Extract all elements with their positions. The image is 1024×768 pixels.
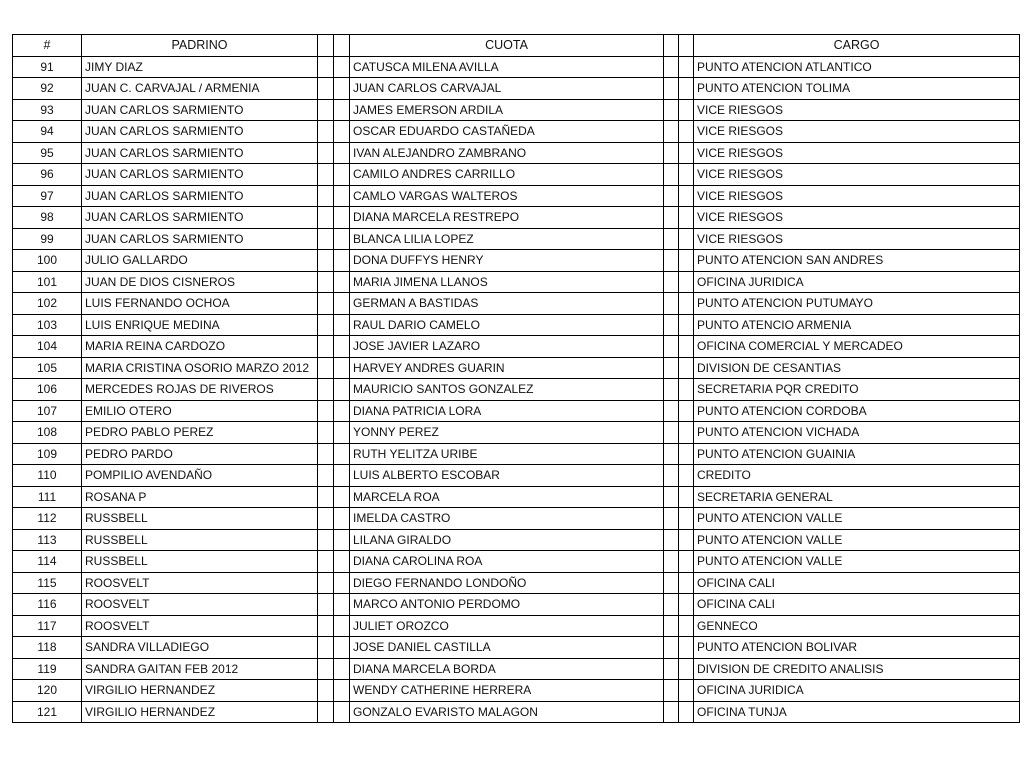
cell-blank: [318, 121, 334, 143]
cell-blank: [664, 336, 679, 358]
cell-padrino: EMILIO OTERO: [82, 400, 318, 422]
cell-cuota: JULIET OROZCO: [350, 615, 664, 637]
cell-cargo: DIVISION DE CESANTIAS: [694, 357, 1020, 379]
cell-blank: [334, 293, 350, 315]
cell-blank: [318, 99, 334, 121]
cell-num: 96: [13, 164, 82, 186]
cell-blank: [679, 142, 694, 164]
cell-padrino: JIMY DIAZ: [82, 56, 318, 78]
cell-num: 109: [13, 443, 82, 465]
cell-blank: [664, 594, 679, 616]
cell-num: 105: [13, 357, 82, 379]
cell-cargo: PUNTO ATENCION PUTUMAYO: [694, 293, 1020, 315]
cell-cuota: IVAN ALEJANDRO ZAMBRANO: [350, 142, 664, 164]
cell-cargo: VICE RIESGOS: [694, 228, 1020, 250]
cell-blank: [679, 658, 694, 680]
cell-blank: [679, 422, 694, 444]
table-row: [13, 228, 1020, 250]
cell-blank: [664, 207, 679, 229]
cell-blank: [318, 701, 334, 723]
cell-blank: [664, 637, 679, 659]
cell-cuota: CAMILO ANDRES CARRILLO: [350, 164, 664, 186]
cell-blank: [679, 336, 694, 358]
cell-blank: [679, 701, 694, 723]
cell-blank: [664, 164, 679, 186]
cell-blank: [334, 314, 350, 336]
cell-blank: [318, 465, 334, 487]
cell-blank: [679, 680, 694, 702]
cell-num: 93: [13, 99, 82, 121]
cell-blank: [679, 314, 694, 336]
table-row: [13, 164, 1020, 186]
cell-num: 108: [13, 422, 82, 444]
table-row: [13, 357, 1020, 379]
cell-cargo: CREDITO: [694, 465, 1020, 487]
cell-blank: [664, 680, 679, 702]
cell-cargo: VICE RIESGOS: [694, 121, 1020, 143]
table-row: [13, 658, 1020, 680]
cell-blank: [679, 185, 694, 207]
cell-cuota: DIANA MARCELA RESTREPO: [350, 207, 664, 229]
cell-blank: [664, 615, 679, 637]
cell-num: 99: [13, 228, 82, 250]
cell-cuota: DIEGO FERNANDO LONDOÑO: [350, 572, 664, 594]
cell-blank: [664, 357, 679, 379]
cell-blank: [334, 486, 350, 508]
header-cargo: CARGO: [694, 35, 1020, 57]
cell-num: 91: [13, 56, 82, 78]
cell-cargo: PUNTO ATENCION VALLE: [694, 551, 1020, 573]
table-row: [13, 271, 1020, 293]
cell-blank: [334, 164, 350, 186]
cell-blank: [334, 250, 350, 272]
cell-padrino: PEDRO PABLO PEREZ: [82, 422, 318, 444]
table-row: [13, 529, 1020, 551]
table-row: [13, 486, 1020, 508]
table-row: [13, 551, 1020, 573]
cell-cuota: DONA DUFFYS HENRY: [350, 250, 664, 272]
cell-blank: [334, 357, 350, 379]
cell-cuota: CAMLO VARGAS WALTEROS: [350, 185, 664, 207]
cell-blank: [334, 379, 350, 401]
cell-cargo: GENNECO: [694, 615, 1020, 637]
header-blank: [318, 35, 334, 57]
cell-blank: [318, 185, 334, 207]
cell-cargo: PUNTO ATENCION VALLE: [694, 529, 1020, 551]
cell-padrino: ROSANA P: [82, 486, 318, 508]
cell-blank: [664, 250, 679, 272]
cell-num: 106: [13, 379, 82, 401]
cell-blank: [334, 99, 350, 121]
cell-blank: [679, 551, 694, 573]
table-row: [13, 56, 1020, 78]
cell-blank: [679, 250, 694, 272]
cell-blank: [318, 314, 334, 336]
cell-cargo: PUNTO ATENCION BOLIVAR: [694, 637, 1020, 659]
cell-blank: [664, 529, 679, 551]
table-row: [13, 400, 1020, 422]
cell-blank: [679, 572, 694, 594]
cell-blank: [334, 228, 350, 250]
cell-blank: [679, 121, 694, 143]
cell-blank: [664, 508, 679, 530]
cell-blank: [664, 228, 679, 250]
table-row: [13, 443, 1020, 465]
cell-blank: [679, 465, 694, 487]
cell-padrino: JUAN CARLOS SARMIENTO: [82, 99, 318, 121]
cell-blank: [664, 443, 679, 465]
table-row: [13, 615, 1020, 637]
cell-blank: [334, 78, 350, 100]
cell-num: 98: [13, 207, 82, 229]
cell-blank: [679, 400, 694, 422]
cell-blank: [334, 594, 350, 616]
cell-blank: [664, 572, 679, 594]
cell-cuota: OSCAR EDUARDO CASTAÑEDA: [350, 121, 664, 143]
table-row: [13, 336, 1020, 358]
cell-cargo: OFICINA CALI: [694, 572, 1020, 594]
cell-cargo: VICE RIESGOS: [694, 164, 1020, 186]
cell-padrino: VIRGILIO HERNANDEZ: [82, 680, 318, 702]
cell-blank: [334, 508, 350, 530]
cell-padrino: JUAN CARLOS SARMIENTO: [82, 228, 318, 250]
cell-blank: [679, 529, 694, 551]
cell-blank: [318, 615, 334, 637]
cell-blank: [334, 443, 350, 465]
cell-blank: [334, 658, 350, 680]
cell-blank: [334, 701, 350, 723]
cell-num: 101: [13, 271, 82, 293]
cell-cargo: PUNTO ATENCION TOLIMA: [694, 78, 1020, 100]
cell-cuota: RAUL DARIO CAMELO: [350, 314, 664, 336]
table-row: [13, 250, 1020, 272]
cell-blank: [679, 486, 694, 508]
cell-blank: [334, 56, 350, 78]
cell-cuota: JUAN CARLOS CARVAJAL: [350, 78, 664, 100]
cell-cuota: LILANA GIRALDO: [350, 529, 664, 551]
cell-padrino: SANDRA VILLADIEGO: [82, 637, 318, 659]
cell-blank: [318, 594, 334, 616]
cell-blank: [318, 164, 334, 186]
cell-cargo: OFICINA TUNJA: [694, 701, 1020, 723]
cell-cargo: PUNTO ATENCION GUAINIA: [694, 443, 1020, 465]
cell-blank: [318, 142, 334, 164]
cell-num: 97: [13, 185, 82, 207]
cell-blank: [679, 594, 694, 616]
cell-cargo: OFICINA JURIDICA: [694, 271, 1020, 293]
cell-num: 111: [13, 486, 82, 508]
cell-blank: [679, 637, 694, 659]
cell-blank: [664, 551, 679, 573]
cell-num: 104: [13, 336, 82, 358]
cell-padrino: LUIS FERNANDO OCHOA: [82, 293, 318, 315]
table-row: [13, 680, 1020, 702]
cell-cargo: PUNTO ATENCION VALLE: [694, 508, 1020, 530]
cell-blank: [664, 78, 679, 100]
cell-blank: [664, 99, 679, 121]
cell-cuota: HARVEY ANDRES GUARIN: [350, 357, 664, 379]
cell-blank: [318, 637, 334, 659]
cell-cargo: SECRETARIA PQR CREDITO: [694, 379, 1020, 401]
cell-blank: [334, 615, 350, 637]
cell-blank: [318, 508, 334, 530]
cell-blank: [334, 142, 350, 164]
cell-blank: [679, 508, 694, 530]
cell-cuota: WENDY CATHERINE HERRERA: [350, 680, 664, 702]
cell-padrino: VIRGILIO HERNANDEZ: [82, 701, 318, 723]
cell-cargo: OFICINA JURIDICA: [694, 680, 1020, 702]
cell-blank: [679, 56, 694, 78]
table-row: [13, 422, 1020, 444]
cell-blank: [664, 293, 679, 315]
table-row: [13, 637, 1020, 659]
cell-padrino: PEDRO PARDO: [82, 443, 318, 465]
cell-padrino: ROOSVELT: [82, 594, 318, 616]
cell-padrino: SANDRA GAITAN FEB 2012: [82, 658, 318, 680]
cell-cuota: YONNY PEREZ: [350, 422, 664, 444]
cell-blank: [318, 336, 334, 358]
cell-padrino: JUAN CARLOS SARMIENTO: [82, 142, 318, 164]
header-num: #: [13, 35, 82, 57]
header-blank: [664, 35, 679, 57]
cell-num: 95: [13, 142, 82, 164]
cell-blank: [318, 271, 334, 293]
cell-cuota: JOSE DANIEL CASTILLA: [350, 637, 664, 659]
cell-padrino: JUAN CARLOS SARMIENTO: [82, 207, 318, 229]
table-row: [13, 701, 1020, 723]
cell-padrino: RUSSBELL: [82, 508, 318, 530]
cell-num: 119: [13, 658, 82, 680]
cell-padrino: JUAN CARLOS SARMIENTO: [82, 121, 318, 143]
cell-num: 121: [13, 701, 82, 723]
cell-cargo: PUNTO ATENCION ATLANTICO: [694, 56, 1020, 78]
cell-blank: [334, 551, 350, 573]
cell-blank: [664, 400, 679, 422]
cell-blank: [318, 422, 334, 444]
cell-blank: [679, 99, 694, 121]
cell-blank: [679, 293, 694, 315]
cell-cuota: MAURICIO SANTOS GONZALEZ: [350, 379, 664, 401]
cell-cuota: GONZALO EVARISTO MALAGON: [350, 701, 664, 723]
cell-blank: [318, 680, 334, 702]
cell-blank: [318, 486, 334, 508]
table-row: [13, 379, 1020, 401]
cell-cuota: GERMAN A BASTIDAS: [350, 293, 664, 315]
cell-padrino: POMPILIO AVENDAÑO: [82, 465, 318, 487]
table-row: [13, 121, 1020, 143]
cell-cuota: DIANA CAROLINA ROA: [350, 551, 664, 573]
cell-blank: [318, 357, 334, 379]
cell-cargo: VICE RIESGOS: [694, 99, 1020, 121]
cell-num: 94: [13, 121, 82, 143]
header-padrino: PADRINO: [82, 35, 318, 57]
cell-padrino: ROOSVELT: [82, 615, 318, 637]
table-row: [13, 99, 1020, 121]
table-row: [13, 185, 1020, 207]
cell-blank: [679, 228, 694, 250]
cell-num: 107: [13, 400, 82, 422]
cell-blank: [679, 78, 694, 100]
cell-cargo: PUNTO ATENCION CORDOBA: [694, 400, 1020, 422]
cell-blank: [334, 680, 350, 702]
cell-cuota: JAMES EMERSON ARDILA: [350, 99, 664, 121]
cell-blank: [679, 271, 694, 293]
cell-cuota: RUTH YELITZA URIBE: [350, 443, 664, 465]
table-row: [13, 207, 1020, 229]
cell-padrino: ROOSVELT: [82, 572, 318, 594]
header-blank: [679, 35, 694, 57]
cell-cuota: MARCELA ROA: [350, 486, 664, 508]
table-row: [13, 465, 1020, 487]
cell-blank: [334, 400, 350, 422]
cell-num: 92: [13, 78, 82, 100]
cell-blank: [318, 379, 334, 401]
cell-cargo: PUNTO ATENCION SAN ANDRES: [694, 250, 1020, 272]
cell-blank: [318, 207, 334, 229]
cell-blank: [334, 121, 350, 143]
header-cuota: CUOTA: [350, 35, 664, 57]
cell-num: 116: [13, 594, 82, 616]
cell-blank: [334, 465, 350, 487]
cell-blank: [334, 572, 350, 594]
cell-num: 110: [13, 465, 82, 487]
cell-blank: [318, 78, 334, 100]
cell-padrino: JUAN C. CARVAJAL / ARMENIA: [82, 78, 318, 100]
cell-blank: [334, 185, 350, 207]
cell-blank: [664, 185, 679, 207]
table-row: [13, 508, 1020, 530]
table-row: [13, 78, 1020, 100]
cell-blank: [664, 56, 679, 78]
cell-blank: [334, 422, 350, 444]
cell-cuota: DIANA PATRICIA LORA: [350, 400, 664, 422]
cell-blank: [318, 443, 334, 465]
cell-cargo: PUNTO ATENCIO ARMENIA: [694, 314, 1020, 336]
cell-cuota: IMELDA CASTRO: [350, 508, 664, 530]
cell-blank: [679, 164, 694, 186]
cell-blank: [334, 207, 350, 229]
cell-cargo: OFICINA COMERCIAL Y MERCADEO: [694, 336, 1020, 358]
cell-blank: [679, 379, 694, 401]
cell-cuota: CATUSCA MILENA AVILLA: [350, 56, 664, 78]
cell-blank: [334, 271, 350, 293]
cell-blank: [664, 314, 679, 336]
cell-blank: [334, 529, 350, 551]
cell-cuota: MARIA JIMENA LLANOS: [350, 271, 664, 293]
cell-cuota: JOSE JAVIER LAZARO: [350, 336, 664, 358]
cell-padrino: JUAN DE DIOS CISNEROS: [82, 271, 318, 293]
cell-cuota: MARCO ANTONIO PERDOMO: [350, 594, 664, 616]
table-row: [13, 572, 1020, 594]
cell-blank: [664, 658, 679, 680]
cell-blank: [318, 551, 334, 573]
cell-padrino: MARIA REINA CARDOZO: [82, 336, 318, 358]
header-row: [13, 35, 1020, 57]
cell-num: 112: [13, 508, 82, 530]
cell-num: 113: [13, 529, 82, 551]
cell-num: 102: [13, 293, 82, 315]
cell-padrino: LUIS ENRIQUE MEDINA: [82, 314, 318, 336]
cell-blank: [318, 572, 334, 594]
cell-cargo: VICE RIESGOS: [694, 142, 1020, 164]
cell-padrino: JUAN CARLOS SARMIENTO: [82, 164, 318, 186]
cell-cargo: VICE RIESGOS: [694, 207, 1020, 229]
cell-padrino: RUSSBELL: [82, 529, 318, 551]
cell-blank: [679, 443, 694, 465]
cell-cuota: BLANCA LILIA LOPEZ: [350, 228, 664, 250]
cell-blank: [334, 336, 350, 358]
cell-blank: [664, 142, 679, 164]
cell-cargo: PUNTO ATENCION VICHADA: [694, 422, 1020, 444]
cell-blank: [664, 271, 679, 293]
cell-blank: [318, 658, 334, 680]
cell-blank: [664, 422, 679, 444]
table-row: [13, 293, 1020, 315]
cell-padrino: MARIA CRISTINA OSORIO MARZO 2012: [82, 357, 318, 379]
cell-cargo: OFICINA CALI: [694, 594, 1020, 616]
cell-blank: [318, 529, 334, 551]
padrinos-table: [12, 34, 1020, 723]
cell-cargo: DIVISION DE CREDITO ANALISIS: [694, 658, 1020, 680]
cell-cuota: LUIS ALBERTO ESCOBAR: [350, 465, 664, 487]
cell-blank: [664, 121, 679, 143]
cell-num: 100: [13, 250, 82, 272]
header-blank: [334, 35, 350, 57]
table-row: [13, 142, 1020, 164]
cell-blank: [679, 615, 694, 637]
cell-padrino: JULIO GALLARDO: [82, 250, 318, 272]
cell-padrino: MERCEDES ROJAS DE RIVEROS: [82, 379, 318, 401]
cell-blank: [679, 207, 694, 229]
cell-padrino: RUSSBELL: [82, 551, 318, 573]
cell-blank: [679, 357, 694, 379]
cell-blank: [664, 465, 679, 487]
cell-blank: [318, 250, 334, 272]
cell-blank: [664, 486, 679, 508]
cell-blank: [318, 293, 334, 315]
cell-cargo: SECRETARIA GENERAL: [694, 486, 1020, 508]
cell-num: 117: [13, 615, 82, 637]
table-row: [13, 594, 1020, 616]
cell-num: 118: [13, 637, 82, 659]
cell-blank: [664, 701, 679, 723]
cell-num: 120: [13, 680, 82, 702]
cell-blank: [318, 400, 334, 422]
cell-blank: [664, 379, 679, 401]
table-row: [13, 314, 1020, 336]
cell-blank: [334, 637, 350, 659]
cell-num: 114: [13, 551, 82, 573]
cell-padrino: JUAN CARLOS SARMIENTO: [82, 185, 318, 207]
cell-cuota: DIANA MARCELA BORDA: [350, 658, 664, 680]
cell-blank: [318, 228, 334, 250]
cell-cargo: VICE RIESGOS: [694, 185, 1020, 207]
cell-num: 115: [13, 572, 82, 594]
cell-num: 103: [13, 314, 82, 336]
cell-blank: [318, 56, 334, 78]
